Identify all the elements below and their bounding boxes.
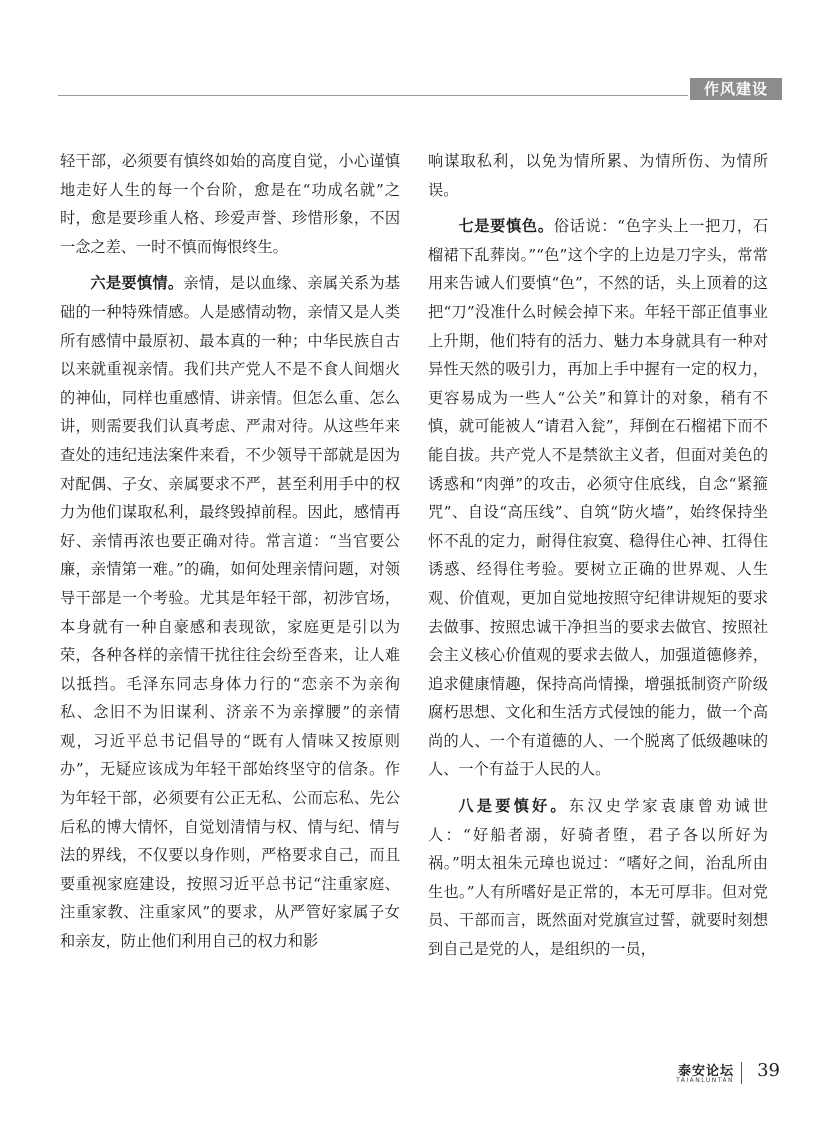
left-column — [60, 147, 400, 1007]
section-lead: 八是要慎好。 — [458, 797, 569, 816]
right-column — [428, 147, 768, 1007]
magazine-name: 泰安论坛 — [677, 1064, 734, 1079]
paragraph: 轻干部，必须要有慎终如始的高度自觉，小心谨慎地走好人生的每一个台阶，愈是在“功成名就”之时，愈是要珍重人格、珍爱声誉、珍惜形象，不因一念之差、一时不慎而悔恨终生。 — [60, 152, 400, 256]
magazine-name-latin: TAIANLUNTAN — [676, 1077, 734, 1084]
footer-divider — [741, 1062, 742, 1084]
section-lead: 七是要慎色。 — [458, 217, 554, 236]
paragraph-section-seven — [428, 212, 768, 784]
section-tag: 作风建设 — [690, 78, 782, 100]
header-rule — [58, 95, 688, 96]
section-lead: 六是要慎情。 — [90, 274, 184, 293]
paragraph-section-six — [60, 269, 400, 955]
paragraph-body: 东汉史学家袁康曾劝诫世人：“好船者溺，好骑者堕，君子各以所好为祸。”明太祖朱元璋也说过：“嗜好之间，治乱所由生也。”人有所嗜好是正常的，本无可厚非。但对党员、干部而言，既然面对党旗宣过誓，就要时刻想到自己是党的人，是组织的一员， — [428, 797, 768, 959]
page-number: 39 — [757, 1060, 780, 1081]
page-footer — [600, 1060, 780, 1090]
paragraph: 响谋取私利，以免为情所累、为情所伤、为情所误。 — [428, 152, 768, 199]
paragraph-body: 俗话说：“色字头上一把刀，石榴裙下乱葬岗。”“色”这个字的上边是刀字头，常常用来告诫人们要慎“色”，不然的话，头上顶着的这把“刀”没准什么时候会掉下来。年轻干部正值事业上升期，他们特有的活力、魅力本身就具有一种对异性天然的吸引力，再加上手中握有一定的权力，更容易成为一些人“公关”和算计的对象，稍有不慎，就可能被人“请君入瓮”，拜倒在石榴裙下而不能自拔。共产党人不是禁欲主义者，但面对美色的诱惑和“肉弹”的攻击，必须守住底线，自念“紧箍咒”、自设“高压线”、自筑“防火墙”，始终保持坐怀不乱的定力，耐得住寂寞、稳得住心神、扛得住诱惑、经得住考验。要树立正确的世界观、人生观、价值观，更加自觉地按照守纪律讲规矩的要求去做事、按照忠诚干净担当的要求去做官、按照社会主义核心价值观的要求去做人，加强道德修养，追求健康情趣，保持高尚情操，增强抵制资产阶级腐朽思想、文化和生活方式侵蚀的能力，做一个高尚的人、一个有道德的人、一个脱离了低级趣味的人、一个有益于人民的人。 — [428, 217, 768, 779]
paragraph-body: 亲情，是以血缘、亲属关系为基础的一种特殊情感。人是感情动物，亲情又是人类所有感情中最原初、最本真的一种；中华民族自古以来就重视亲情。我们共产党人不是不食人间烟火的神仙，同样也重感情、讲亲情。但怎么重、怎么讲，则需要我们认真考虑、严肃对待。从这些年来查处的违纪违法案件来看，不少领导干部就是因为对配偶、子女、亲属要求不严，甚至利用手中的权力为他们谋取私利，最终毁掉前程。因此，感情再好、亲情再浓也要正确对待。常言道：“当官要公廉，亲情第一难。”的确，如何处理亲情问题，对领导干部是一个考验。尤其是年轻干部，初涉官场，本身就有一种自豪感和表现欲，家庭更是引以为荣，各种各样的亲情干扰往往会纷至沓来，让人难以抵挡。毛泽东同志身体力行的“恋亲不为亲徇私、念旧不为旧谋利、济亲不为亲撑腰”的亲情观，习近平总书记倡导的“既有人情味又按原则办”，无疑应该成为年轻干部始终坚守的信条。作为年轻干部，必须要有公正无私、公而忘私、先公后私的博大情怀，自觉划清情与权、情与纪、情与法的界线，不仅要以身作则，严格要求自己，而且要重视家庭建设，按照习近平总书记“注重家庭、注重家教、注重家风”的要求，从严管好家属子女和亲友，防止他们利用自己的权力和影 — [60, 274, 400, 951]
paragraph-section-eight — [428, 792, 768, 964]
